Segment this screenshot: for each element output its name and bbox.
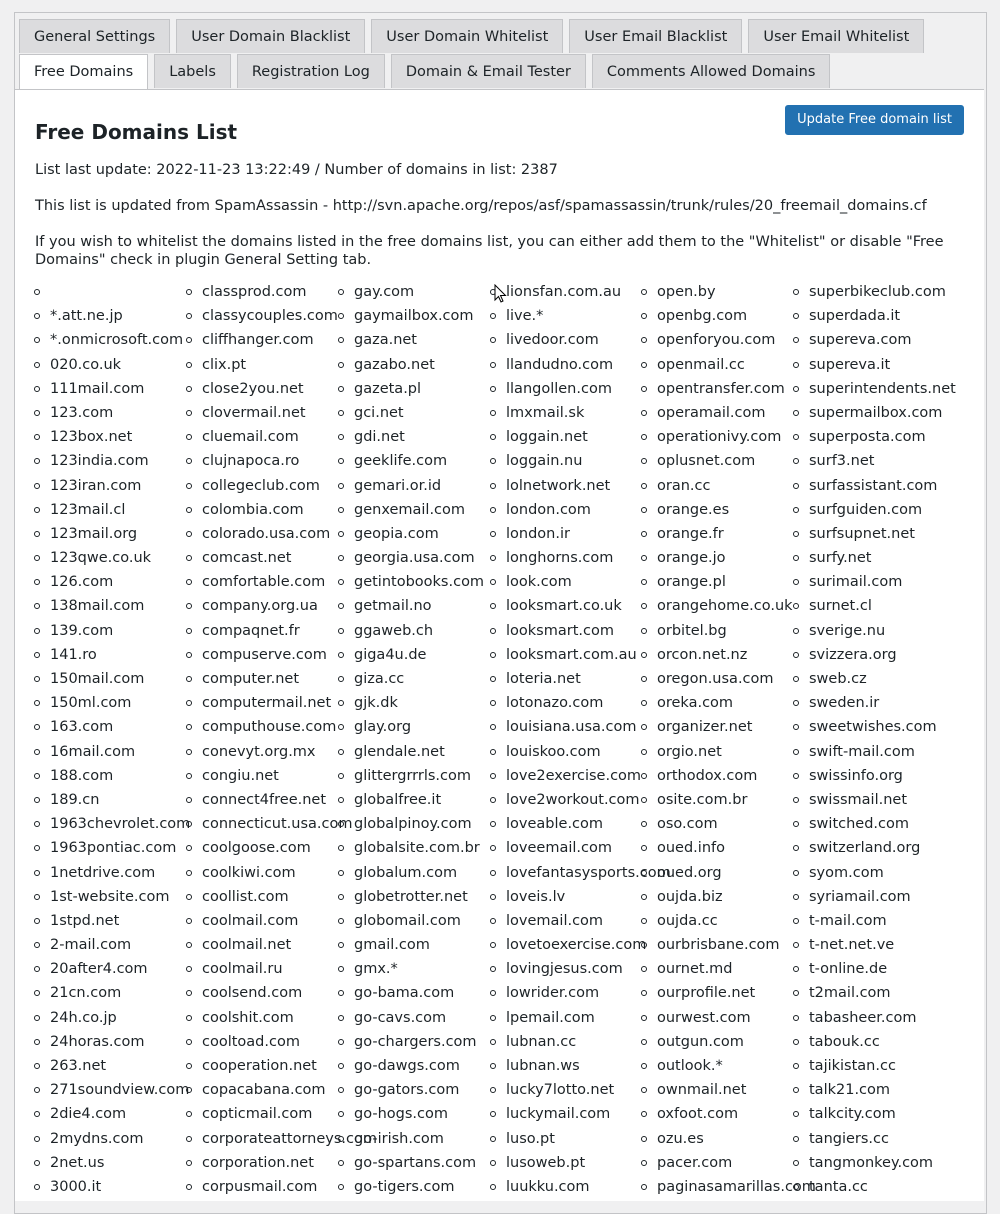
domain-list-item: globalum.com xyxy=(324,861,476,885)
domain-list-item: go-hogs.com xyxy=(324,1102,476,1126)
domain-list-item: surfsupnet.net xyxy=(779,522,931,546)
domain-list-item: lotonazo.com xyxy=(476,691,628,715)
domain-list-item: glay.org xyxy=(324,715,476,739)
domain-list-item: globalfree.it xyxy=(324,788,476,812)
domain-list-item: 123iran.com xyxy=(20,474,172,498)
domain-list-item: getmail.no xyxy=(324,594,476,618)
domain-list-item: *.onmicrosoft.com xyxy=(20,328,172,352)
domain-list-item: luckymail.com xyxy=(476,1102,628,1126)
domain-list-item: superintendents.net xyxy=(779,377,931,401)
domain-list-item: coolshit.com xyxy=(172,1006,324,1030)
domain-column-5 xyxy=(627,280,816,1199)
domain-list-item: oso.com xyxy=(627,812,779,836)
domain-list-item: go-spartans.com xyxy=(324,1151,476,1175)
domain-list-item: ourwest.com xyxy=(627,1006,779,1030)
domain-list-item: 123mail.org xyxy=(20,522,172,546)
domain-list-item: corporateattorneys.com xyxy=(172,1127,324,1151)
domain-list-item: ggaweb.ch xyxy=(324,619,476,643)
domain-list-item: orange.pl xyxy=(627,570,779,594)
domain-list-item: gemari.or.id xyxy=(324,474,476,498)
domain-list-item: congiu.net xyxy=(172,764,324,788)
domain-list-item: computermail.net xyxy=(172,691,324,715)
domain-list-item: 263.net xyxy=(20,1054,172,1078)
domain-list-item: comfortable.com xyxy=(172,570,324,594)
tab-registration-log[interactable]: Registration Log xyxy=(237,54,385,88)
domain-list-item: lucky7lotto.net xyxy=(476,1078,628,1102)
tab-row-2 xyxy=(19,54,830,88)
domain-list-item: loggain.nu xyxy=(476,449,628,473)
domain-list-item: copacabana.com xyxy=(172,1078,324,1102)
domain-list-item: surnet.cl xyxy=(779,594,931,618)
domain-list-item: livedoor.com xyxy=(476,328,628,352)
domain-list-item: outgun.com xyxy=(627,1030,779,1054)
mouse-cursor-icon xyxy=(494,284,508,304)
domain-list-item: luukku.com xyxy=(476,1175,628,1199)
domain-list-item: loveis.lv xyxy=(476,885,628,909)
domain-list-item: geeklife.com xyxy=(324,449,476,473)
domain-list-item: openforyou.com xyxy=(627,328,779,352)
domain-list-item: sweb.cz xyxy=(779,667,931,691)
domain-list-item: orcon.net.nz xyxy=(627,643,779,667)
domain-list-item: compaqnet.fr xyxy=(172,619,324,643)
domain-list-item: loteria.net xyxy=(476,667,628,691)
domain-list-item: corporation.net xyxy=(172,1151,324,1175)
domain-list-item: coolgoose.com xyxy=(172,836,324,860)
domain-list-item: tabasheer.com xyxy=(779,1006,931,1030)
domain-list-item: louisiana.usa.com xyxy=(476,715,628,739)
domain-list-item: 2die4.com xyxy=(20,1102,172,1126)
domain-list-item: colombia.com xyxy=(172,498,324,522)
domain-list-item: coollist.com xyxy=(172,885,324,909)
domain-list-item: go-bama.com xyxy=(324,981,476,1005)
domain-list-item: love2workout.com xyxy=(476,788,628,812)
domain-list-item: geopia.com xyxy=(324,522,476,546)
domain-list-item: gay.com xyxy=(324,280,476,304)
domain-list-item: orange.fr xyxy=(627,522,779,546)
domain-list-item: tangmonkey.com xyxy=(779,1151,931,1175)
domain-list-item: georgia.usa.com xyxy=(324,546,476,570)
domain-list-item: lovefantasysports.com xyxy=(476,861,628,885)
domain-list-item: lionsfan.com.au xyxy=(476,280,628,304)
domain-column-3 xyxy=(324,280,485,1199)
domain-list-item: 1963chevrolet.com xyxy=(20,812,172,836)
domain-list-item: surf3.net xyxy=(779,449,931,473)
domain-list-item: cliffhanger.com xyxy=(172,328,324,352)
domain-list-item: 189.cn xyxy=(20,788,172,812)
domain-list-item: loveable.com xyxy=(476,812,628,836)
domain-list-item: classycouples.com xyxy=(172,304,324,328)
domain-list-item: 24horas.com xyxy=(20,1030,172,1054)
domain-list-item: 1netdrive.com xyxy=(20,861,172,885)
domain-list-item: 123qwe.co.uk xyxy=(20,546,172,570)
domain-list-item: supermailbox.com xyxy=(779,401,931,425)
domain-list-item: computer.net xyxy=(172,667,324,691)
domain-list-item: switched.com xyxy=(779,812,931,836)
domain-list-item: 2net.us xyxy=(20,1151,172,1175)
domain-list-item: 16mail.com xyxy=(20,740,172,764)
domain-list-item: ourbrisbane.com xyxy=(627,933,779,957)
domain-list-item: looksmart.co.uk xyxy=(476,594,628,618)
domain-list-item: tabouk.cc xyxy=(779,1030,931,1054)
domain-list-item: globalpinoy.com xyxy=(324,812,476,836)
domain-list-item: giga4u.de xyxy=(324,643,476,667)
domain-list-item: superposta.com xyxy=(779,425,931,449)
domain-list-item: gdi.net xyxy=(324,425,476,449)
tab-general-settings[interactable]: General Settings xyxy=(19,19,170,53)
domain-column-6 xyxy=(779,280,956,1199)
domain-list-item: superbikeclub.com xyxy=(779,280,931,304)
domain-list-item: openmail.cc xyxy=(627,353,779,377)
domain-list-item: t-mail.com xyxy=(779,909,931,933)
domain-list-item: switzerland.org xyxy=(779,836,931,860)
domain-list-item: 150ml.com xyxy=(20,691,172,715)
domain-list-item: lolnetwork.net xyxy=(476,474,628,498)
domain-list-item: look.com xyxy=(476,570,628,594)
domain-list-item: supereva.it xyxy=(779,353,931,377)
tab-user-email-whitelist[interactable]: User Email Whitelist xyxy=(748,19,924,53)
domain-list-item: oujda.biz xyxy=(627,885,779,909)
domain-list-item: 2-mail.com xyxy=(20,933,172,957)
source-text: This list is updated from SpamAssassin - http://svn.apache.org/repos/asf/spamassassin/trunk/rules/20_freemail_domains.cf xyxy=(35,198,927,214)
domain-list-item: 188.com xyxy=(20,764,172,788)
domain-list-item: 123.com xyxy=(20,401,172,425)
domain-list-item: surfy.net xyxy=(779,546,931,570)
domain-list-item: louiskoo.com xyxy=(476,740,628,764)
domain-list-item: 138mail.com xyxy=(20,594,172,618)
domain-list-item: lubnan.cc xyxy=(476,1030,628,1054)
update-free-domain-list-button[interactable]: Update Free domain list xyxy=(785,105,964,135)
domain-list-item: surimail.com xyxy=(779,570,931,594)
domain-list-item: go-dawgs.com xyxy=(324,1054,476,1078)
domain-list-item: lubnan.ws xyxy=(476,1054,628,1078)
domain-list-item: surfguiden.com xyxy=(779,498,931,522)
domain-list-item: operationivy.com xyxy=(627,425,779,449)
domain-list-item: looksmart.com xyxy=(476,619,628,643)
domain-list-item: computhouse.com xyxy=(172,715,324,739)
domain-list-item: sweetwishes.com xyxy=(779,715,931,739)
domain-list-item: 271soundview.com xyxy=(20,1078,172,1102)
domain-column-1 xyxy=(20,280,191,1199)
domain-list-item: talk21.com xyxy=(779,1078,931,1102)
domain-list-item: 150mail.com xyxy=(20,667,172,691)
domain-list-item: 1963pontiac.com xyxy=(20,836,172,860)
domain-list-item: love2exercise.com xyxy=(476,764,628,788)
domain-list-item: lpemail.com xyxy=(476,1006,628,1030)
domain-list-item: 123box.net xyxy=(20,425,172,449)
domain-list-item: oxfoot.com xyxy=(627,1102,779,1126)
domain-list-item: 123mail.cl xyxy=(20,498,172,522)
last-update-text: List last update: 2022-11-23 13:22:49 / Number of domains in list: 2387 xyxy=(35,162,558,178)
domain-list-item: comcast.net xyxy=(172,546,324,570)
domain-list-item: gci.net xyxy=(324,401,476,425)
domain-list-item: pacer.com xyxy=(627,1151,779,1175)
domain-list-item: oued.org xyxy=(627,861,779,885)
domain-list-item: orgio.net xyxy=(627,740,779,764)
domain-list-item: live.* xyxy=(476,304,628,328)
domain-list-item: syom.com xyxy=(779,861,931,885)
domain-list-item: looksmart.com.au xyxy=(476,643,628,667)
domain-list-item: go-chargers.com xyxy=(324,1030,476,1054)
tab-user-domain-whitelist[interactable]: User Domain Whitelist xyxy=(371,19,563,53)
domain-list-item: oplusnet.com xyxy=(627,449,779,473)
domain-list-item: oujda.cc xyxy=(627,909,779,933)
domain-list-item: osite.com.br xyxy=(627,788,779,812)
domain-list-item: cooperation.net xyxy=(172,1054,324,1078)
domain-list-item: coolmail.net xyxy=(172,933,324,957)
domain-list-item: loveemail.com xyxy=(476,836,628,860)
domain-list-item: globalsite.com.br xyxy=(324,836,476,860)
domain-list-item: connect4free.net xyxy=(172,788,324,812)
domain-list-item: syriamail.com xyxy=(779,885,931,909)
tab-row-1 xyxy=(19,19,924,53)
domain-list-item: open.by xyxy=(627,280,779,304)
domain-list-item: swift-mail.com xyxy=(779,740,931,764)
domain-list-item: lovetoexercise.com xyxy=(476,933,628,957)
tab-user-domain-blacklist[interactable]: User Domain Blacklist xyxy=(176,19,365,53)
domain-list-item: classprod.com xyxy=(172,280,324,304)
domain-list-item: swissinfo.org xyxy=(779,764,931,788)
domain-list-item: orthodox.com xyxy=(627,764,779,788)
domain-list-item: paginasamarillas.com xyxy=(627,1175,779,1199)
domain-list-item: ozu.es xyxy=(627,1127,779,1151)
domain-list-item: cooltoad.com xyxy=(172,1030,324,1054)
domain-list-item: gazeta.pl xyxy=(324,377,476,401)
domain-list-item: organizer.net xyxy=(627,715,779,739)
domain-list-item: lmxmail.sk xyxy=(476,401,628,425)
domain-list-item: clix.pt xyxy=(172,353,324,377)
domain-list-item: *.att.ne.jp xyxy=(20,304,172,328)
domain-list-item: collegeclub.com xyxy=(172,474,324,498)
domain-list-item: giza.cc xyxy=(324,667,476,691)
domain-list-item: glittergrrrls.com xyxy=(324,764,476,788)
domain-list-item: genxemail.com xyxy=(324,498,476,522)
domain-list-item: t-online.de xyxy=(779,957,931,981)
page-title: Free Domains List xyxy=(35,120,238,144)
domain-list-item: 123india.com xyxy=(20,449,172,473)
domain-list-item: sweden.ir xyxy=(779,691,931,715)
domain-list-item: coolmail.ru xyxy=(172,957,324,981)
domain-list-item: 141.ro xyxy=(20,643,172,667)
domain-list-item: talkcity.com xyxy=(779,1102,931,1126)
domain-list-item: coolsend.com xyxy=(172,981,324,1005)
domain-list-item: corpusmail.com xyxy=(172,1175,324,1199)
domain-list-item: go-gators.com xyxy=(324,1078,476,1102)
domain-list-item: gmx.* xyxy=(324,957,476,981)
domain-list-item: orbitel.bg xyxy=(627,619,779,643)
domain-column-4 xyxy=(476,280,671,1199)
domain-list-item: globetrotter.net xyxy=(324,885,476,909)
domain-list-item: gaza.net xyxy=(324,328,476,352)
domain-list-item: 139.com xyxy=(20,619,172,643)
domain-list-item: lovemail.com xyxy=(476,909,628,933)
tab-user-email-blacklist[interactable]: User Email Blacklist xyxy=(569,19,742,53)
domain-list-item: clujnapoca.ro xyxy=(172,449,324,473)
domain-list-item: lowrider.com xyxy=(476,981,628,1005)
domain-list-item: lovingjesus.com xyxy=(476,957,628,981)
domain-list-item: ournet.md xyxy=(627,957,779,981)
tab-domain-email-tester[interactable]: Domain & Email Tester xyxy=(391,54,586,88)
domain-list-item: close2you.net xyxy=(172,377,324,401)
domain-list-item: company.org.ua xyxy=(172,594,324,618)
domain-list-item: 3000.it xyxy=(20,1175,172,1199)
domain-list-item: llangollen.com xyxy=(476,377,628,401)
domain-list-item: lusoweb.pt xyxy=(476,1151,628,1175)
whitelist-note: If you wish to whitelist the domains listed in the free domains list, you can either add them to the "Whitelist" or disable "Free Domains" check in plugin General Setting tab. xyxy=(35,234,944,268)
domain-list-item: oued.info xyxy=(627,836,779,860)
domain-list-item: gmail.com xyxy=(324,933,476,957)
domain-list-item: svizzera.org xyxy=(779,643,931,667)
domain-list-item: connecticut.usa.com xyxy=(172,812,324,836)
domain-list-item xyxy=(20,280,172,304)
domain-list-item: oreka.com xyxy=(627,691,779,715)
domain-list-item: orange.jo xyxy=(627,546,779,570)
domain-list-item: loggain.net xyxy=(476,425,628,449)
domain-list-item: compuserve.com xyxy=(172,643,324,667)
domain-list-item: 020.co.uk xyxy=(20,353,172,377)
domain-list-item: glendale.net xyxy=(324,740,476,764)
domain-list-item: openbg.com xyxy=(627,304,779,328)
domain-list-item: t2mail.com xyxy=(779,981,931,1005)
tab-comments-allowed-domains[interactable]: Comments Allowed Domains xyxy=(592,54,830,88)
domain-list-item: cluemail.com xyxy=(172,425,324,449)
tab-labels[interactable]: Labels xyxy=(154,54,231,88)
domain-list-item: orange.es xyxy=(627,498,779,522)
domain-list-item: outlook.* xyxy=(627,1054,779,1078)
domain-list-item: colorado.usa.com xyxy=(172,522,324,546)
domain-list-item: llandudno.com xyxy=(476,353,628,377)
domain-list-item: supereva.com xyxy=(779,328,931,352)
domain-list-item: 1stpd.net xyxy=(20,909,172,933)
domain-list-item: clovermail.net xyxy=(172,401,324,425)
domain-list-item: luso.pt xyxy=(476,1127,628,1151)
domain-list-item: 1st-website.com xyxy=(20,885,172,909)
domain-list-item: gazabo.net xyxy=(324,353,476,377)
domain-list-item: swissmail.net xyxy=(779,788,931,812)
domain-list-item: orangehome.co.uk xyxy=(627,594,779,618)
domain-list-item: go-irish.com xyxy=(324,1127,476,1151)
domain-list-item: london.ir xyxy=(476,522,628,546)
domain-list-item: 126.com xyxy=(20,570,172,594)
domain-list-item: superdada.it xyxy=(779,304,931,328)
domain-list-item: oran.cc xyxy=(627,474,779,498)
domain-list-item: surfassistant.com xyxy=(779,474,931,498)
domain-list-item: copticmail.com xyxy=(172,1102,324,1126)
domain-list-item: getintobooks.com xyxy=(324,570,476,594)
domain-list-item: go-tigers.com xyxy=(324,1175,476,1199)
domain-list-item: 2mydns.com xyxy=(20,1127,172,1151)
domain-list-item: 111mail.com xyxy=(20,377,172,401)
domain-list-item: globomail.com xyxy=(324,909,476,933)
domain-list-item: tajikistan.cc xyxy=(779,1054,931,1078)
domain-list-item: t-net.net.ve xyxy=(779,933,931,957)
domain-list-item: oregon.usa.com xyxy=(627,667,779,691)
domain-list-item: london.com xyxy=(476,498,628,522)
domain-list-item: go-cavs.com xyxy=(324,1006,476,1030)
domain-list-item: 21cn.com xyxy=(20,981,172,1005)
domain-list-item: 24h.co.jp xyxy=(20,1006,172,1030)
domain-list-item: conevyt.org.mx xyxy=(172,740,324,764)
domain-list-item: operamail.com xyxy=(627,401,779,425)
domain-list-item: ourprofile.net xyxy=(627,981,779,1005)
domain-list-item: coolkiwi.com xyxy=(172,861,324,885)
domain-list-item: 163.com xyxy=(20,715,172,739)
domain-list-item: sverige.nu xyxy=(779,619,931,643)
domain-list-item: gjk.dk xyxy=(324,691,476,715)
domain-list-item: gaymailbox.com xyxy=(324,304,476,328)
domain-list-item: tangiers.cc xyxy=(779,1127,931,1151)
domain-list-item: coolmail.com xyxy=(172,909,324,933)
domain-list-item: 20after4.com xyxy=(20,957,172,981)
domain-list-item: ownmail.net xyxy=(627,1078,779,1102)
domain-list-item: tanta.cc xyxy=(779,1175,931,1199)
domain-list-item: longhorns.com xyxy=(476,546,628,570)
tab-free-domains[interactable]: Free Domains xyxy=(19,54,148,90)
domain-list-item: opentransfer.com xyxy=(627,377,779,401)
free-domains-panel xyxy=(15,89,984,1201)
